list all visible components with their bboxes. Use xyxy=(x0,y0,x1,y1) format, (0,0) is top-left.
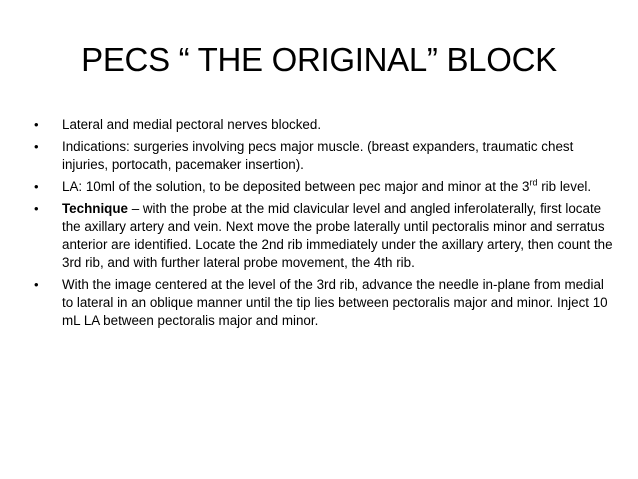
bullet-text: – with the probe at the mid clavicular level and angled inferolaterally, first locate the axillary artery and vein. Next move the probe laterally until pectoralis minor and serratus anterior are identified. Locate the 2nd rib immediately under the axillary artery, then count the 3rd rib, and with further lateral probe movement, the 4th rib. xyxy=(62,201,613,270)
bullet-marker: • xyxy=(34,277,39,292)
technique-label: Technique xyxy=(62,201,128,216)
bullet-text: Indications: surgeries involving pecs major muscle. (breast expanders, traumatic chest injuries, portocath, pacemaker insertion). xyxy=(62,139,574,172)
bullet-marker: • xyxy=(34,139,39,154)
bullet-text: With the image centered at the level of the 3rd rib, advance the needle in-plane from medial to lateral in an oblique manner until the tip lies between pectoralis major and minor. Inject 10 mL LA between pectoralis major and minor. xyxy=(62,277,608,328)
superscript-ordinal: rd xyxy=(529,177,538,188)
bullet-text: Lateral and medial pectoral nerves blocked. xyxy=(62,117,322,132)
bullet-item-needle-advance xyxy=(34,276,614,330)
bullet-marker: • xyxy=(34,201,39,216)
slide-title: PECS “ THE ORIGINAL” BLOCK xyxy=(81,41,557,78)
bullet-item-la-volume xyxy=(34,178,614,196)
bullet-item-indications xyxy=(34,138,614,174)
bullet-text-after: rib level. xyxy=(537,179,592,194)
bullet-item-nerves-blocked xyxy=(34,116,614,134)
bullet-text-before: LA: 10ml of the solution, to be deposited between pec major and minor at the 3 xyxy=(62,179,530,194)
bullet-marker: • xyxy=(34,117,39,132)
bullet-marker: • xyxy=(34,179,39,194)
bullet-item-technique xyxy=(34,200,614,272)
bullet-list xyxy=(34,116,614,334)
